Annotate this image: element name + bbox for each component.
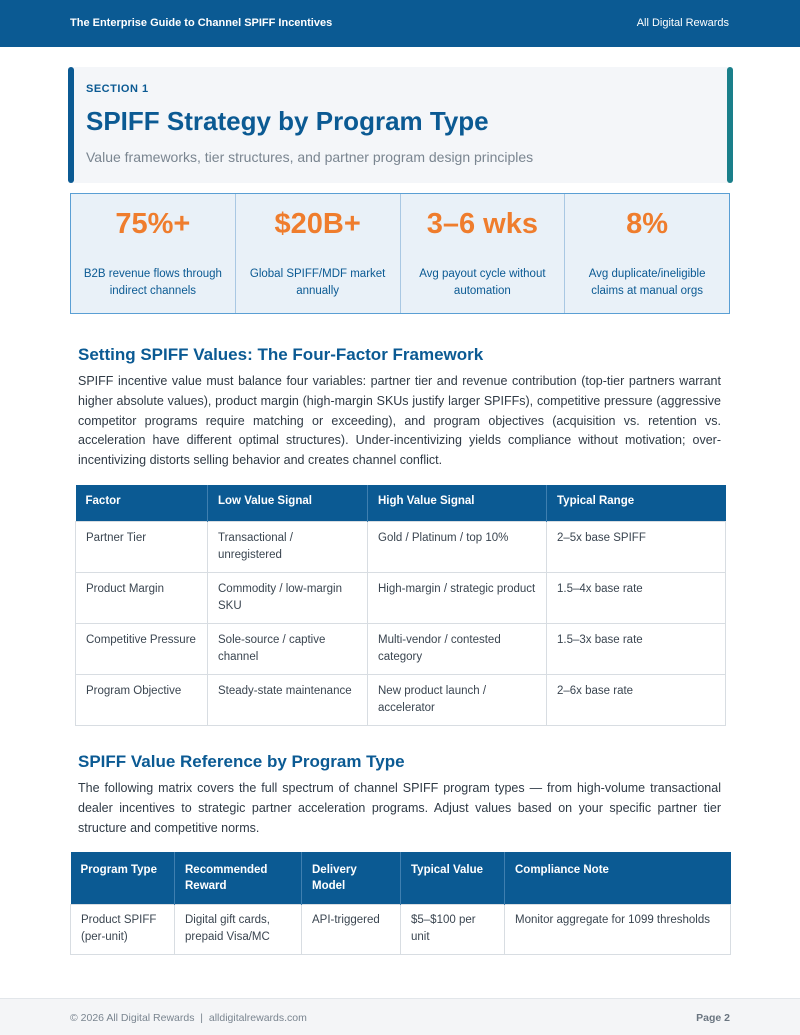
table-cell: Product Margin — [76, 572, 208, 623]
table-cell: Steady-state maintenance — [208, 674, 368, 725]
table-cell: $5–$100 per unit — [401, 905, 505, 955]
section-label: SECTION 1 — [86, 83, 149, 95]
table-cell: Product SPIFF (per-unit) — [71, 905, 175, 955]
stat-value: 3–6 wks — [426, 208, 538, 240]
stat-card — [565, 194, 729, 313]
page-footer — [0, 998, 800, 1035]
brand-name: All Digital Rewards — [636, 17, 729, 29]
table-row — [76, 623, 726, 674]
column-header: Recommended Reward — [175, 852, 302, 905]
program-type-table — [70, 852, 731, 955]
footer-copyright: © 2026 All Digital Rewards | alldigitalrewards.com — [70, 1012, 307, 1024]
table-cell: Digital gift cards, prepaid Visa/MC — [175, 905, 302, 955]
section-hero — [68, 67, 733, 183]
table-cell: Sole-source / captive channel — [208, 623, 368, 674]
table-row — [76, 674, 726, 725]
stat-card — [401, 194, 566, 313]
hero-accent-left — [68, 67, 74, 183]
stat-label: B2B revenue flows through indirect channels — [83, 268, 222, 297]
table-cell: Partner Tier — [76, 521, 208, 572]
column-header: Compliance Note — [505, 852, 731, 905]
table-cell: Multi-vendor / contested category — [368, 623, 547, 674]
column-header: High Value Signal — [368, 485, 547, 521]
table-header-row — [71, 852, 731, 905]
column-header: Delivery Model — [302, 852, 401, 905]
stat-label: Global SPIFF/MDF market annually — [249, 268, 386, 297]
stat-label: Avg duplicate/ineligible claims at manual orgs — [588, 268, 706, 297]
section-title: SPIFF Strategy by Program Type — [86, 106, 489, 136]
column-header: Factor — [76, 485, 208, 521]
stat-card — [71, 194, 236, 313]
table-cell: Commodity / low-margin SKU — [208, 572, 368, 623]
four-factor-paragraph: SPIFF incentive value must balance four variables: partner tier and revenue contribution (top-tier partners warrant higher absolute values), product margin (high-margin SKUs justify larger SPIFFs), competitive pressure (aggressive competitor programs require matching or exceeding), and program objectives (acquisition vs. retention vs. acceleration have different optimal structures). Under-incentivizing yields compliance without motivation; over-incentivizing distorts selling behavior and creates channel conflict. — [78, 374, 721, 468]
section-subtitle: Value frameworks, tier structures, and partner program design principles — [86, 149, 534, 165]
column-header: Program Type — [71, 852, 175, 905]
stat-value: 75%+ — [115, 208, 191, 240]
column-header: Typical Range — [547, 485, 726, 521]
stat-label: Avg payout cycle without automation — [419, 268, 546, 297]
page-number: Page 2 — [696, 1012, 730, 1024]
column-header: Typical Value — [401, 852, 505, 905]
table-cell: Gold / Platinum / top 10% — [368, 521, 547, 572]
table-cell: Monitor aggregate for 1099 thresholds — [505, 905, 731, 955]
table-header-row — [76, 485, 726, 521]
table-cell: API-triggered — [302, 905, 401, 955]
value-reference-paragraph: The following matrix covers the full spectrum of channel SPIFF program types — from high-volume transactional dealer incentives to strategic partner acceleration programs. Adjust values based on your specific partner tier structure and competitive norms. — [78, 781, 721, 835]
table-row — [76, 521, 726, 572]
document-title: The Enterprise Guide to Channel SPIFF Incentives — [70, 17, 333, 29]
table-cell: Program Objective — [76, 674, 208, 725]
table-cell: New product launch / accelerator — [368, 674, 547, 725]
table-cell: 2–5x base SPIFF — [547, 521, 726, 572]
stats-panel — [70, 193, 730, 314]
table-cell: Transactional / unregistered — [208, 521, 368, 572]
table-cell: High-margin / strategic product — [368, 572, 547, 623]
table-cell: 2–6x base rate — [547, 674, 726, 725]
table-cell: Competitive Pressure — [76, 623, 208, 674]
table-cell: 1.5–4x base rate — [547, 572, 726, 623]
stat-value: $20B+ — [274, 208, 361, 240]
stat-card — [236, 194, 401, 313]
table-row — [71, 905, 731, 955]
table-cell: 1.5–3x base rate — [547, 623, 726, 674]
column-header: Low Value Signal — [208, 485, 368, 521]
page-header — [0, 0, 800, 47]
factor-table — [75, 485, 726, 726]
value-reference-heading: SPIFF Value Reference by Program Type — [78, 752, 405, 771]
stat-value: 8% — [626, 208, 669, 240]
hero-accent-right — [727, 67, 733, 183]
four-factor-heading: Setting SPIFF Values: The Four-Factor Framework — [78, 345, 484, 364]
table-row — [76, 572, 726, 623]
